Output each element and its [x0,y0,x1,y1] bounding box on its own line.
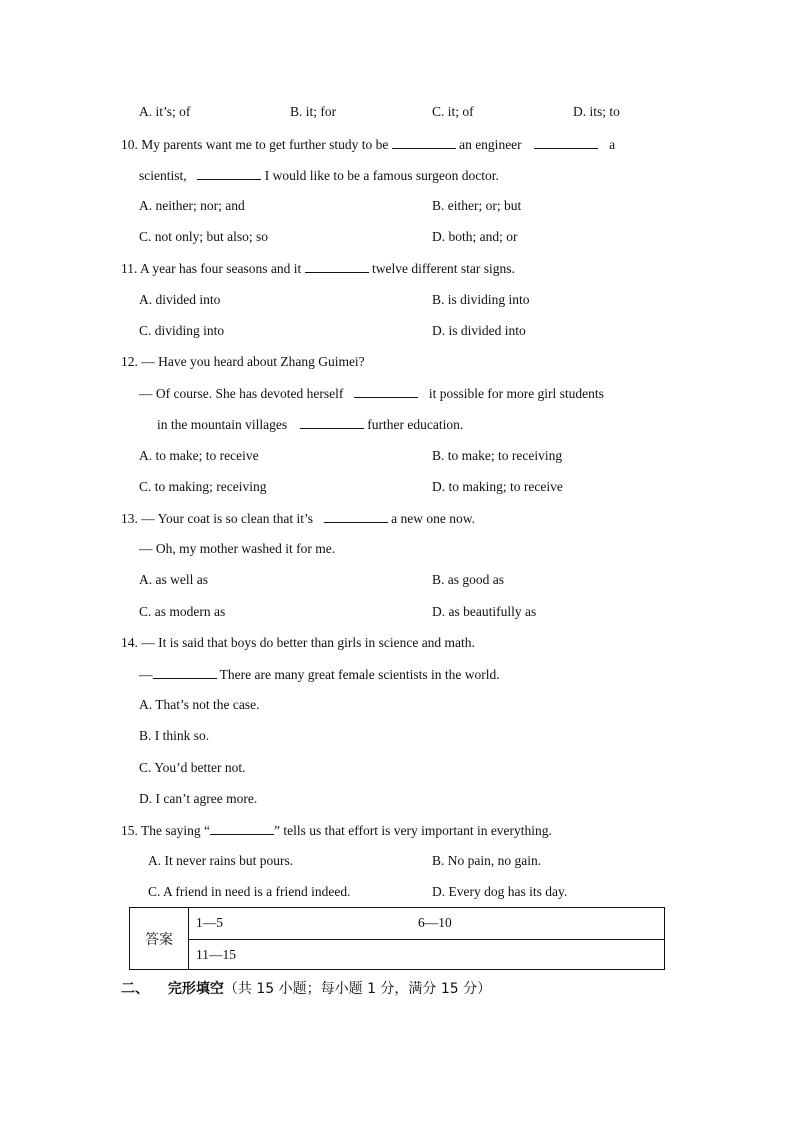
q10-option-c: C. not only; but also; so [139,229,269,244]
q11-stem-text-1: 11. A year has four seasons and it [121,261,302,276]
q12-stem-line-1: 12. — Have you heard about Zhang Guimei? [121,354,365,369]
q15-stem [121,821,552,840]
q13-option-b: B. as good as [432,572,504,587]
q10-option-d: D. both; and; or [432,229,518,244]
q14-option-b: B. I think so. [139,728,210,743]
q10-stem-line-1 [121,135,615,154]
q12-blank-1 [354,384,418,398]
q12-stem-line-2 [139,384,604,403]
q11-option-a: A. divided into [139,292,221,307]
q14-stem-line-2 [139,665,500,684]
q15-option-a: A. It never rains but pours. [148,853,294,868]
q11-option-b: B. is dividing into [432,292,530,307]
q10-stem-text-3: a [609,137,616,152]
q11-option-d: D. is divided into [432,323,526,338]
q14-option-a: A. That’s not the case. [139,697,260,712]
q12-stem-line-3 [157,415,463,434]
q13-option-d: D. as beautifully as [432,604,537,619]
answer-row-2 [188,940,664,970]
q15-stem-text-1: 15. The saying “ [121,823,210,838]
q15-option-b: B. No pain, no gain. [432,853,542,868]
q14-stem-text-3: There are many great female scientists in the world. [219,667,500,682]
q14-blank [153,665,217,679]
q13-option-c: C. as modern as [139,604,226,619]
q14-option-d: D. I can’t agree more. [139,791,258,806]
q12-stem-text-5: further education. [367,417,464,432]
answer-range-6-10: 6—10 [418,915,452,930]
q15-option-d: D. Every dog has its day. [432,884,568,899]
section-two-detail: （共 15 小题；每小题 1 分，满分 15 分） [223,981,492,997]
q11-stem [121,259,515,278]
q13-stem-text-2: a new one now. [391,511,475,526]
q10-stem-text-1: 10. My parents want me to get further study to be [121,137,389,152]
q15-stem-text-2: ” tells us that effort is very important in everything. [273,823,552,838]
q10-blank-2 [534,135,598,149]
q10-stem-text-2: an engineer [459,137,522,152]
q13-stem-text-1: 13. — Your coat is so clean that it’s [121,511,313,526]
q15-blank [210,821,274,835]
section-two-title: 完形填空 [167,981,224,997]
q12-option-c: C. to making; receiving [139,479,267,494]
q15-option-c: C. A friend in need is a friend indeed. [148,884,351,899]
q12-stem-text-3: it possible for more girl students [428,386,604,401]
q12-option-b: B. to make; to receiving [432,448,563,463]
section-two-number: 二、 [121,981,149,997]
q9-option-b: B. it; for [290,104,337,119]
answer-table-label: 答案 [130,908,189,969]
q9-option-a: A. it’s; of [139,104,191,119]
q12-blank-2 [300,415,364,429]
answer-table [129,907,665,970]
q10-stem-line-2 [139,166,499,185]
q10-option-b: B. either; or; but [432,198,522,213]
q12-stem-text-4: in the mountain villages [157,417,288,432]
q14-option-c: C. You’d better not. [139,760,246,775]
q14-stem-line-1: 14. — It is said that boys do better than girls in science and math. [121,635,475,650]
answer-range-1-5: 1—5 [196,915,223,930]
section-two-heading [121,978,491,998]
q11-stem-text-2: twelve different star signs. [371,261,515,276]
q9-option-d: D. its; to [573,104,620,119]
answer-row-1 [188,908,664,940]
q12-option-d: D. to making; to receive [432,479,563,494]
answer-range-11-15: 11—15 [196,947,236,962]
q12-option-a: A. to make; to receive [139,448,259,463]
q12-stem-text-2: — Of course. She has devoted herself [139,386,344,401]
q9-option-c: C. it; of [432,104,474,119]
q11-option-c: C. dividing into [139,323,225,338]
q10-blank-3 [197,166,261,180]
q10-option-a: A. neither; nor; and [139,198,245,213]
q14-stem-text-2: — [139,667,153,682]
q10-stem-text-4: scientist, [139,168,187,183]
q13-blank [324,509,388,523]
q10-stem-text-5: I would like to be a famous surgeon doctor. [264,168,499,183]
q11-blank [305,259,369,273]
q13-option-a: A. as well as [139,572,208,587]
q10-blank-1 [392,135,456,149]
q13-stem-line-1 [121,509,475,528]
q13-stem-line-2: — Oh, my mother washed it for me. [139,541,336,556]
